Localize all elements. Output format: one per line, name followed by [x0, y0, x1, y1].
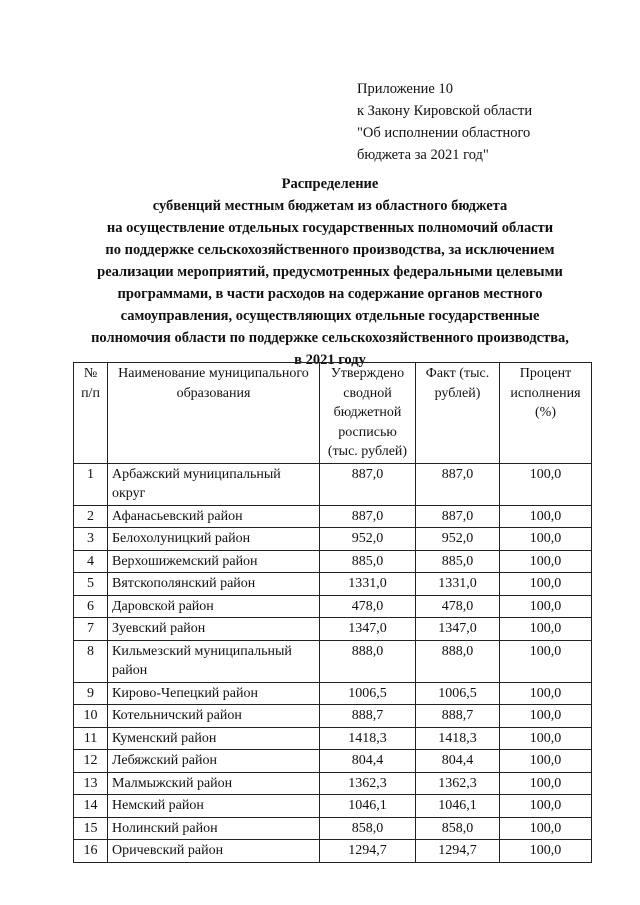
row-approved: 1347,0	[320, 618, 416, 641]
appendix-line: "Об исполнении областного	[357, 125, 531, 141]
row-number: 7	[74, 618, 108, 641]
row-number: 16	[74, 840, 108, 863]
row-percent: 100,0	[500, 750, 592, 773]
row-name: Немский район	[108, 795, 320, 818]
row-fact: 885,0	[416, 550, 500, 573]
row-name: Кирово-Чепецкий район	[108, 682, 320, 705]
row-name: Даровской район	[108, 595, 320, 618]
row-number: 8	[74, 640, 108, 682]
header-name: Наименование муниципального образования	[108, 363, 320, 464]
row-percent: 100,0	[500, 705, 592, 728]
row-approved: 952,0	[320, 528, 416, 551]
row-approved: 804,4	[320, 750, 416, 773]
title-line: субвенций местным бюджетам из областного бюджета	[152, 198, 508, 214]
row-fact: 1006,5	[416, 682, 500, 705]
appendix-line: к Закону Кировской области	[357, 103, 533, 119]
table-row	[74, 840, 592, 863]
row-approved: 478,0	[320, 595, 416, 618]
row-name: Афанасьевский район	[108, 505, 320, 528]
table-row	[74, 573, 592, 596]
row-percent: 100,0	[500, 505, 592, 528]
row-approved: 887,0	[320, 505, 416, 528]
row-approved: 1294,7	[320, 840, 416, 863]
row-approved: 888,7	[320, 705, 416, 728]
row-approved: 885,0	[320, 550, 416, 573]
row-fact: 888,7	[416, 705, 500, 728]
row-percent: 100,0	[500, 528, 592, 551]
table-row	[74, 705, 592, 728]
row-number: 15	[74, 817, 108, 840]
header-approved: Утверждено сводной бюджетной росписью (тыс. рублей)	[320, 363, 416, 464]
row-name: Белохолуницкий район	[108, 528, 320, 551]
row-approved: 888,0	[320, 640, 416, 682]
row-number: 9	[74, 682, 108, 705]
row-percent: 100,0	[500, 772, 592, 795]
appendix-line: бюджета за 2021 год"	[357, 147, 489, 163]
table-row	[74, 682, 592, 705]
row-name: Верхошижемский район	[108, 550, 320, 573]
table-row	[74, 727, 592, 750]
row-fact: 887,0	[416, 505, 500, 528]
row-name: Оричевский район	[108, 840, 320, 863]
row-name: Кильмезский муниципальный район	[108, 640, 320, 682]
row-number: 2	[74, 505, 108, 528]
title-line: самоуправления, осуществляющих отдельные государственные	[120, 308, 540, 324]
row-fact: 1331,0	[416, 573, 500, 596]
row-percent: 100,0	[500, 682, 592, 705]
row-percent: 100,0	[500, 595, 592, 618]
row-fact: 804,4	[416, 750, 500, 773]
row-name: Арбажский муниципальный округ	[108, 463, 320, 505]
table-row	[74, 463, 592, 505]
row-approved: 1418,3	[320, 727, 416, 750]
row-percent: 100,0	[500, 550, 592, 573]
table-row	[74, 817, 592, 840]
appendix-line: Приложение 10	[357, 81, 453, 97]
row-name: Вятскополянский район	[108, 573, 320, 596]
row-percent: 100,0	[500, 840, 592, 863]
row-percent: 100,0	[500, 618, 592, 641]
row-percent: 100,0	[500, 573, 592, 596]
row-number: 10	[74, 705, 108, 728]
title-line: по поддержке сельскохозяйственного производства, за исключением	[105, 242, 555, 258]
table-body	[74, 463, 592, 862]
row-number: 13	[74, 772, 108, 795]
title-line: в 2021 году	[294, 352, 366, 368]
title-line: полномочия области по поддержке сельскохозяйственного производства,	[91, 330, 569, 346]
row-number: 1	[74, 463, 108, 505]
header-fact: Факт (тыс. рублей)	[416, 363, 500, 464]
header-num: № п/п	[74, 363, 108, 464]
row-percent: 100,0	[500, 463, 592, 505]
row-number: 6	[74, 595, 108, 618]
row-fact: 887,0	[416, 463, 500, 505]
appendix-header	[357, 78, 617, 166]
table-row	[74, 750, 592, 773]
table-row	[74, 550, 592, 573]
row-approved: 1046,1	[320, 795, 416, 818]
row-approved: 1331,0	[320, 573, 416, 596]
row-approved: 1006,5	[320, 682, 416, 705]
row-name: Нолинский район	[108, 817, 320, 840]
table-row	[74, 772, 592, 795]
header-percent: Процент исполнения (%)	[500, 363, 592, 464]
row-fact: 952,0	[416, 528, 500, 551]
row-name: Котельничский район	[108, 705, 320, 728]
row-percent: 100,0	[500, 727, 592, 750]
row-fact: 858,0	[416, 817, 500, 840]
row-fact: 1418,3	[416, 727, 500, 750]
row-percent: 100,0	[500, 795, 592, 818]
row-approved: 1362,3	[320, 772, 416, 795]
row-fact: 1294,7	[416, 840, 500, 863]
table-row	[74, 595, 592, 618]
row-name: Малмыжский район	[108, 772, 320, 795]
title-line: реализации мероприятий, предусмотренных федеральными целевыми	[97, 264, 563, 280]
row-fact: 1347,0	[416, 618, 500, 641]
row-approved: 887,0	[320, 463, 416, 505]
row-number: 11	[74, 727, 108, 750]
row-percent: 100,0	[500, 817, 592, 840]
row-number: 3	[74, 528, 108, 551]
table-row	[74, 505, 592, 528]
row-number: 5	[74, 573, 108, 596]
title-line: программами, в части расходов на содержание органов местного	[117, 286, 543, 302]
table-row	[74, 640, 592, 682]
title-line: Распределение	[281, 176, 379, 192]
table-row	[74, 618, 592, 641]
table-header-row	[74, 363, 592, 464]
table-row	[74, 795, 592, 818]
title-line: на осуществление отдельных государственных полномочий области	[106, 220, 554, 236]
row-number: 12	[74, 750, 108, 773]
row-name: Куменский район	[108, 727, 320, 750]
document-title	[40, 173, 620, 371]
row-number: 4	[74, 550, 108, 573]
table-row	[74, 528, 592, 551]
row-approved: 858,0	[320, 817, 416, 840]
subsidy-table	[73, 362, 592, 863]
row-fact: 1362,3	[416, 772, 500, 795]
row-name: Зуевский район	[108, 618, 320, 641]
row-percent: 100,0	[500, 640, 592, 682]
row-fact: 888,0	[416, 640, 500, 682]
row-name: Лебяжский район	[108, 750, 320, 773]
row-fact: 478,0	[416, 595, 500, 618]
row-fact: 1046,1	[416, 795, 500, 818]
row-number: 14	[74, 795, 108, 818]
